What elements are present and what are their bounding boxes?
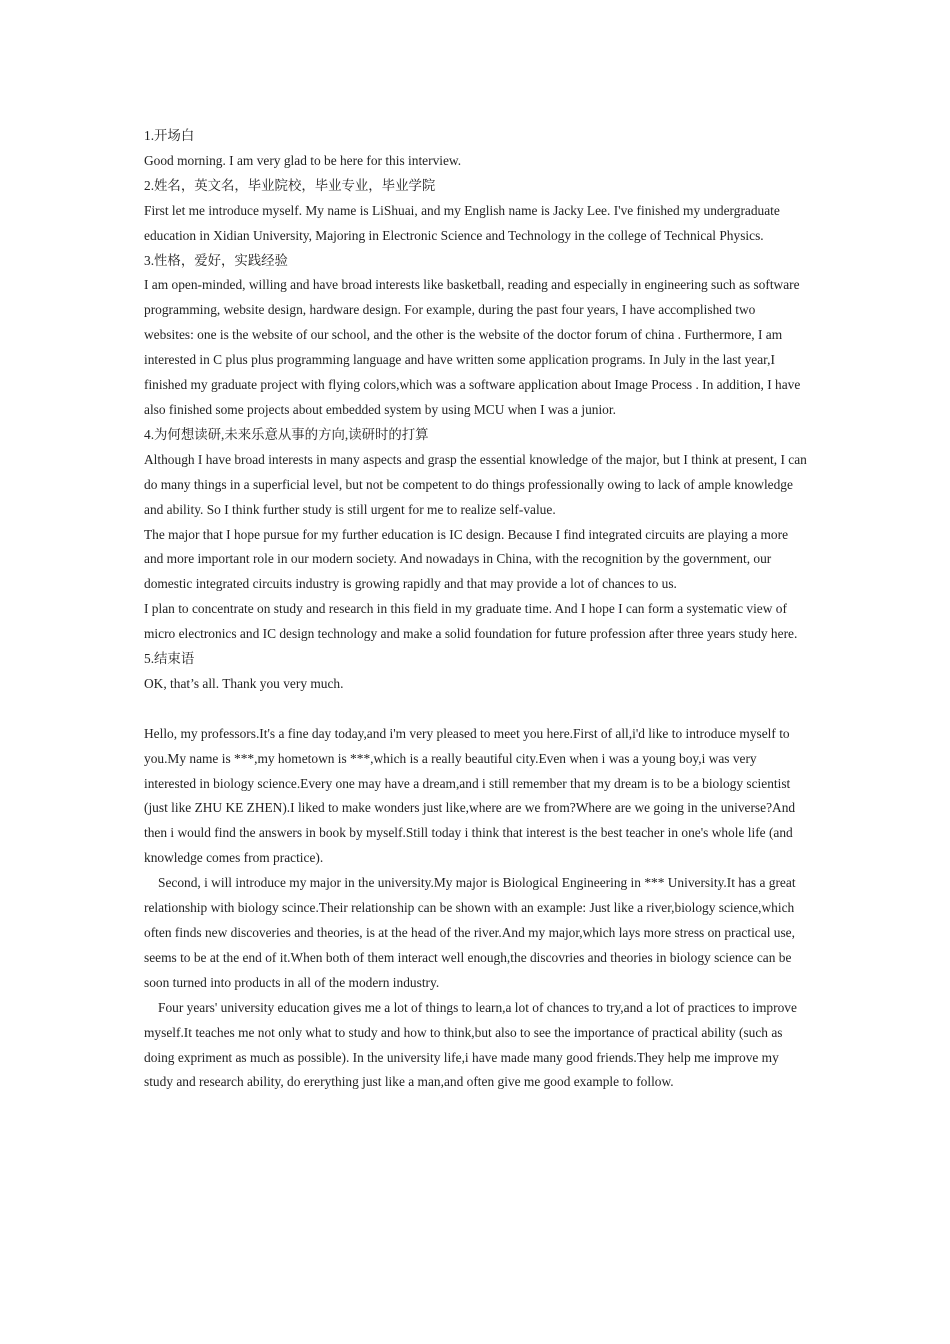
paragraph-closing: OK, that’s all. Thank you very much. bbox=[144, 675, 344, 691]
paragraph-major-introduction: Second, i will introduce my major in the university.My major is Biological Engineering in *** University.It has a great relationship with biology scince.Their relationship can be shown with an example: Just like a river,biology science,which often finds new discoveries and theories, is at the head of the river.And my major,which lays more stress on practical use, seems to be at the end of it.When both of them interact well enough,the discovries and theories in biology science can be soon turned into products in all of the modern industry. bbox=[144, 875, 796, 990]
paragraph-university-education: Four years' university education gives me a lot of things to learn,a lot of chances to try,and a lot of practices to improve myself.It teaches me not only what to study and how to think,but also to see the importance of practical ability (such as doing expriment as much as possible). In the university life,i have made many good friends.They help me improve my study and research ability, do ererything just like a man,and often give me good example to follow. bbox=[144, 999, 797, 1090]
section-heading-name: 2.姓名，英文名，毕业院校，毕业专业，毕业学院 bbox=[144, 177, 436, 193]
section-heading-opening: 1.开场白 bbox=[144, 128, 195, 143]
document-page bbox=[144, 124, 808, 1095]
section-heading-personality: 3.性格，爱好，实践经验 bbox=[144, 252, 288, 268]
paragraph-study-plan: I plan to concentrate on study and research in this field in my graduate time. And I hope I can form a systematic view of micro electronics and IC design technology and make a solid foundation for future profession after three years study here. bbox=[144, 601, 798, 642]
section-heading-closing: 5.结束语 bbox=[144, 651, 195, 667]
paragraph-reasons: Although I have broad interests in many aspects and grasp the essential knowledge of the major, but I think at present, I can do many things in a superficial level, but not be competent to do things professionally owing to lack of ample knowledge and ability. So I think further study is still urgent for me to realize self-value. bbox=[144, 451, 807, 517]
paragraph-introduction: First let me introduce myself. My name is LiShuai, and my English name is Jacky Lee. I've finished my undergraduate education in Xidian University, Majoring in Electronic Science and Technology in the college of Technical Physics. bbox=[144, 202, 780, 243]
paragraph-hello-professors: Hello, my professors.It's a fine day today,and i'm very pleased to meet you here.First of all,i'd like to introduce myself to you.My name is ***,my hometown is ***,which is a really beautiful city.Even when i was a young boy,i was very interested in biology science.Every one may have a dream,and i still remember that my dream is to be a biology scientist (just like ZHU KE ZHEN).I liked to make wonders just like,where are we from?Where are we going in the universe?And then i would find the answers in book by myself.Still today i think that interest is the best teacher in one's whole life (and knowledge comes from practice). bbox=[144, 725, 796, 866]
section-heading-reasons: 4.为何想读研,未来乐意从事的方向,读研时的打算 bbox=[144, 426, 429, 442]
paragraph-major-choice: The major that I hope pursue for my further education is IC design. Because I find integrated circuits are playing a more and more important role in our modern society. And nowadays in China, with the recognition by the government, our domestic integrated circuits industry is growing rapidly and that may provide a lot of chances to us. bbox=[144, 526, 789, 592]
blank-line bbox=[144, 697, 808, 722]
paragraph-greeting: Good morning. I am very glad to be here for this interview. bbox=[144, 152, 462, 168]
paragraph-personality: I am open-minded, willing and have broad interests like basketball, reading and especially in engineering such as software programming, website design, hardware design. For example, during the past four years, I have accomplished two websites: one is the website of our school, and the other is the website of the doctor forum of china . Furthermore, I am interested in C plus plus programming language and have written some application programs. In July in the last year,I finished my graduate project with flying colors,which was a software application about Image Process . In addition, I have also finished some projects about embedded system by using MCU when I was a junior. bbox=[144, 277, 801, 417]
